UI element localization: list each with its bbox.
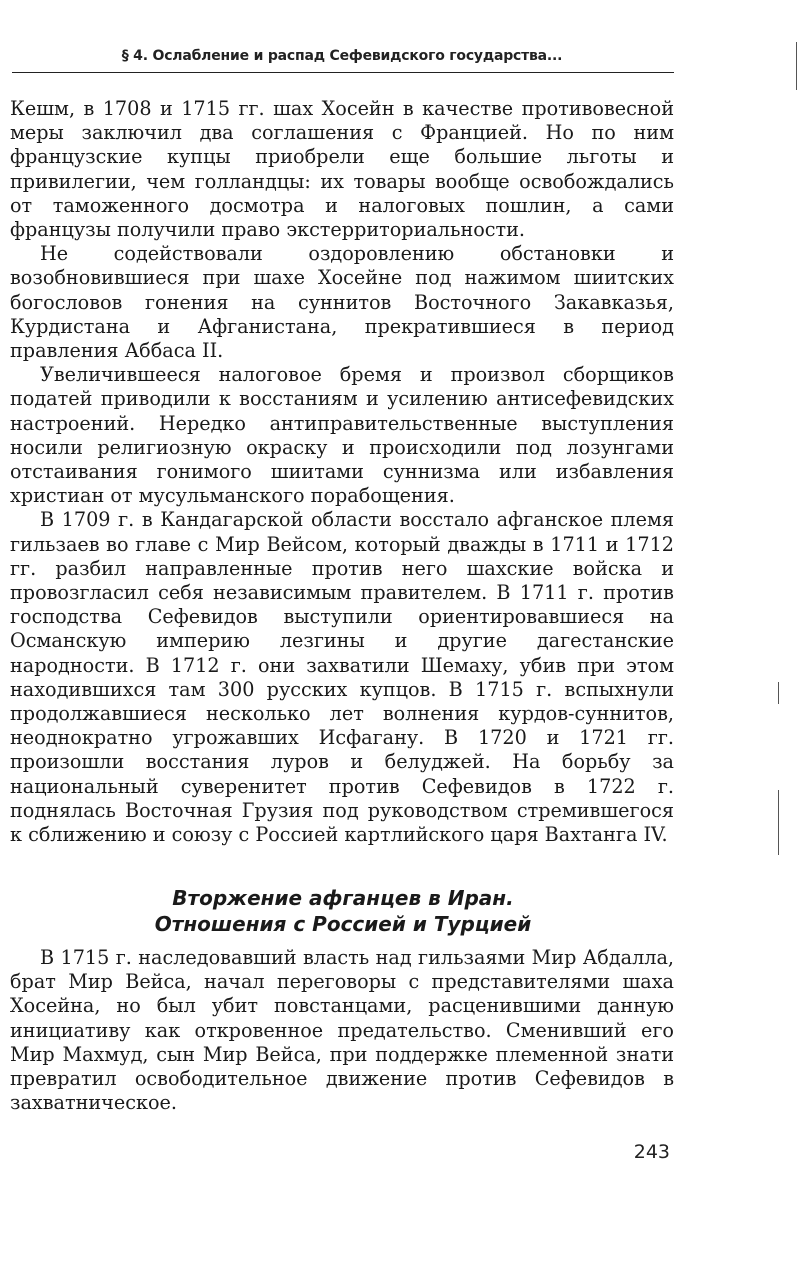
section-heading-line: Отношения с Россией и Турцией [154, 912, 532, 936]
header-rule [12, 72, 674, 73]
section-heading [12, 885, 674, 937]
paragraph: Не содействовали оздоровлению обстановки и возобновившиеся при шахе Хосейне под нажимом шиитских богословов гонения на суннитов Восточного Закавказья, Курдистана и Афганистана, прекратившиеся в период правления Аббаса II. [10, 242, 674, 363]
paragraph: Кешм, в 1708 и 1715 гг. шах Хосейн в качестве противовесной меры заключил два соглашения с Францией. Но по ним французские купцы приобрели еще большие льготы и привилегии, чем голландцы: их товары вообще освобождались от таможенного досмотра и налоговых пошлин, а сами французы получили право экстерриториальности. [10, 97, 674, 242]
section-heading-line: Вторжение афганцев в Иран. [172, 886, 514, 910]
page-edge-mark [796, 42, 797, 90]
paragraph: Увеличившееся налоговое бремя и произвол сборщиков податей приводили к восстаниям и усилению антисефевидских настроений. Нередко антиправительственные выступления носили религиозную окраску и происходили под лозунгами отстаивания гонимого шиитами суннизма или избавления христиан от мусульманского порабощения. [10, 363, 674, 508]
paragraph: В 1709 г. в Кандагарской области восстало афганское племя гильзаев во главе с Мир Вейсом, который дважды в 1711 и 1712 гг. разбил направленные против него шахские войска и провозгласил себя независимым правителем. В 1711 г. против господства Сефевидов выступили ориентировавшиеся на Османскую империю лезгины и другие дагестанские народности. В 1712 г. они захватили Шемаху, убив при этом находившихся там 300 русских купцов. В 1715 г. вспыхнули продолжавшиеся несколько лет волнения курдов-суннитов, неоднократно угрожавших Исфагану. В 1720 и 1721 гг. произошли восстания луров и белуджей. На борьбу за национальный суверенитет против Сефевидов в 1722 г. поднялась Восточная Грузия под руководством стремившегося к сближению и союзу с Россией картлийского царя Вахтанга IV. [10, 508, 674, 847]
page-number: 243 [633, 1141, 670, 1163]
body-text [10, 97, 674, 847]
page-edge-mark [778, 682, 779, 704]
paragraph: В 1715 г. наследовавший власть над гильзаями Мир Абдалла, брат Мир Вейса, начал переговоры с представителями шаха Хосейна, но был убит повстанцами, расценившими данную инициативу как откровенное предательство. Сменивший его Мир Махмуд, сын Мир Вейса, при поддержке племенной знати превратил освободительное движение против Сефевидов в захватническое. [10, 946, 674, 1115]
section-body-text [10, 946, 674, 1115]
page-edge-mark [778, 790, 779, 855]
running-head: § 4. Ослабление и распад Сефевидского государства... [121, 48, 563, 64]
